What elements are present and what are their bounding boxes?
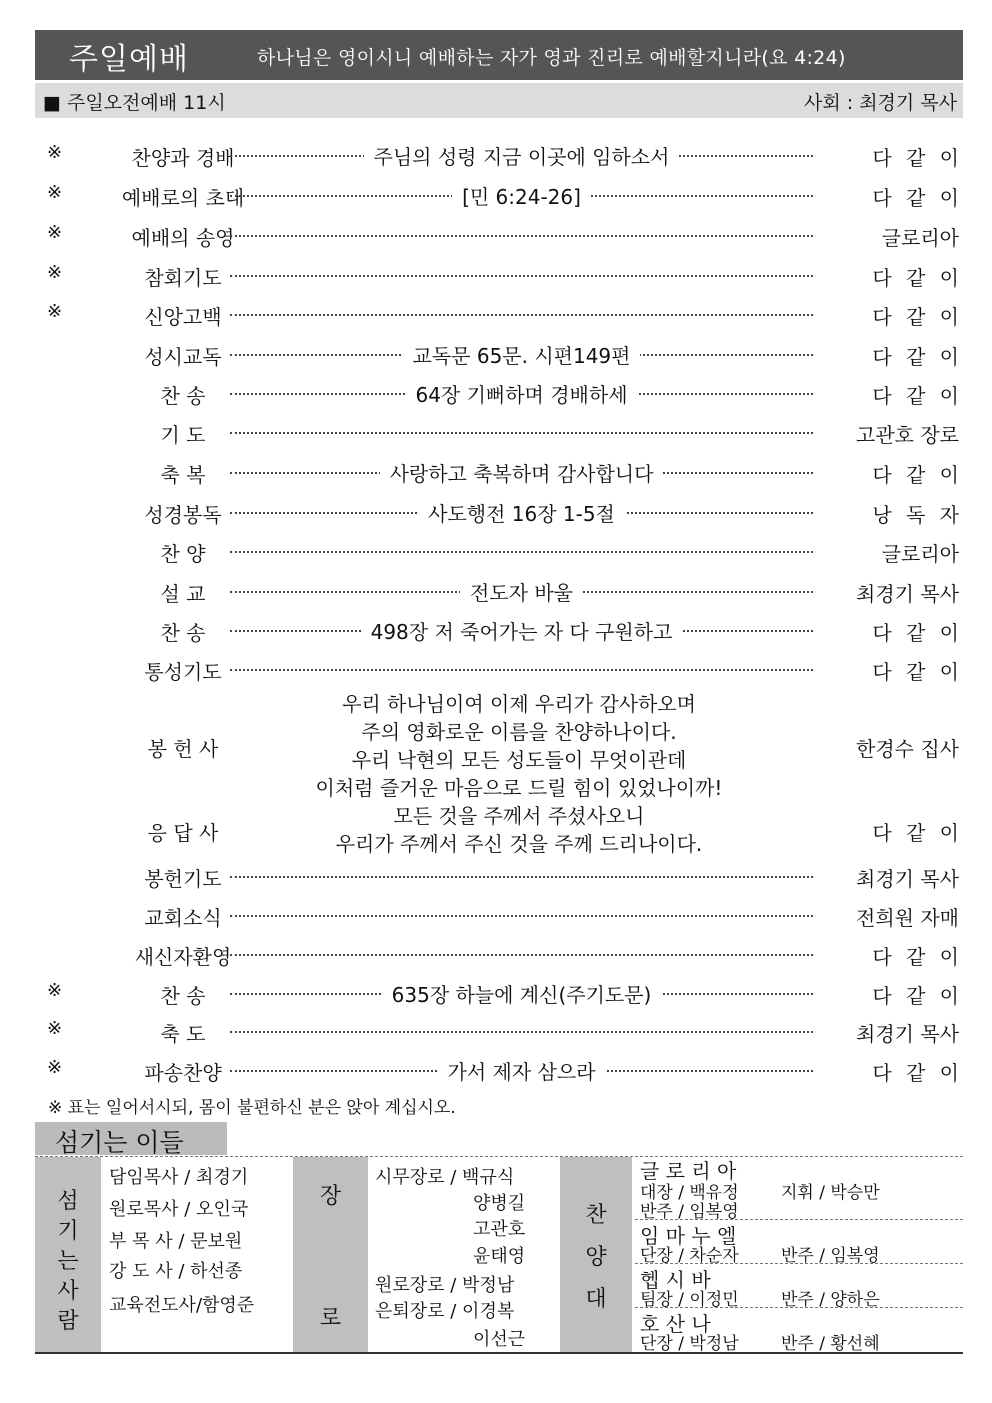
- order-row: [35, 898, 963, 932]
- order-row: [35, 1053, 963, 1087]
- order-row: [35, 652, 963, 686]
- dot-leader: [230, 915, 813, 917]
- dot-leader: [230, 876, 813, 878]
- order-name: 축 복: [160, 463, 206, 487]
- choir-name: 호 산 나: [640, 1312, 711, 1336]
- service-bar: [35, 83, 963, 118]
- choir-accompanist: 반주 / 임복영: [640, 1202, 739, 1222]
- dot-leader: [230, 314, 813, 316]
- order-who: 다 같 이: [872, 821, 963, 845]
- order-row: [35, 495, 963, 529]
- servers-title-box: [35, 1122, 227, 1155]
- choir-leader: 대장 / 백유정: [640, 1183, 739, 1203]
- choir-name: 글 로 리 아: [640, 1159, 737, 1183]
- order-who: 다 같 이: [872, 621, 963, 645]
- presider: 사회 : 최경기 목사: [804, 92, 957, 114]
- elder-item: 시무장로 / 백규식: [375, 1167, 515, 1188]
- servers-table: [35, 1156, 963, 1354]
- choir-conductor: 지휘 / 박승만: [781, 1183, 880, 1203]
- order-who: 다 같 이: [872, 463, 963, 487]
- order-name: 봉 헌 사: [147, 737, 219, 761]
- order-name: 교회소식: [144, 906, 222, 930]
- order-name: 기 도: [160, 423, 206, 447]
- order-name: 응 답 사: [147, 821, 219, 845]
- elders-label: 장: [319, 1184, 342, 1209]
- elders-label-col: [293, 1157, 368, 1352]
- standing-note: ※ 표는 일어서시되, 몸이 불편하신 분은 앉아 계십시오.: [48, 1098, 456, 1118]
- order-name: 예배의 송영: [131, 226, 235, 250]
- dot-leader: [230, 1031, 813, 1033]
- order-row: [35, 613, 963, 647]
- order-detail: 498장 저 죽어가는 자 다 구원하고: [361, 620, 683, 644]
- order-row: [35, 1014, 963, 1048]
- offering-row: [35, 729, 963, 763]
- order-row: [35, 455, 963, 489]
- order-name: 참회기도: [144, 266, 222, 290]
- order-name: 봉헌기도: [144, 867, 222, 891]
- order-who: 다 같 이: [872, 660, 963, 684]
- elder-item: 원로장로 / 박정남: [375, 1275, 515, 1296]
- order-detail: 교독문 65문. 시편149편: [403, 344, 641, 368]
- stand-mark: ※: [47, 222, 63, 243]
- choir-label-col: [560, 1157, 632, 1352]
- stand-mark: ※: [47, 980, 63, 1001]
- elder-item: 이선근: [473, 1329, 526, 1350]
- order-detail: 64장 기뻐하며 경배하세: [405, 383, 637, 407]
- order-row: [35, 534, 963, 568]
- stand-mark: ※: [47, 182, 63, 203]
- stand-mark: ※: [47, 1018, 63, 1039]
- order-row: [35, 415, 963, 449]
- order-row: [35, 937, 963, 971]
- choir-label-char: 대: [585, 1287, 607, 1312]
- servers-label-char: 기: [57, 1219, 79, 1244]
- pastor-item: 담임목사 / 최경기: [109, 1167, 249, 1188]
- choir-name: 임 마 누 엘: [640, 1224, 737, 1248]
- order-who: 한경수 집사: [856, 737, 959, 761]
- dot-leader: [230, 551, 813, 553]
- order-who: 최경기 목사: [856, 1022, 959, 1046]
- order-row: [35, 859, 963, 893]
- prayer-line: 주의 영화로운 이름을 찬양하나이다.: [361, 720, 677, 744]
- order-row: [35, 376, 963, 410]
- prayer-line: 모든 것을 주께서 주셨사오니: [393, 804, 645, 828]
- elders-label: 로: [319, 1306, 342, 1331]
- stand-mark: ※: [47, 262, 63, 283]
- prayer-line: 우리 낙현의 모든 성도들이 무엇이관데: [351, 748, 687, 772]
- dot-leader: [230, 954, 813, 956]
- order-who: 다 같 이: [872, 345, 963, 369]
- header-bar: [35, 30, 963, 80]
- order-who: 고관호 장로: [856, 423, 959, 447]
- order-who: 낭 독 자: [872, 503, 963, 527]
- order-who: 전희원 자매: [856, 906, 959, 930]
- order-detail: [민 6:24-26]: [452, 185, 591, 209]
- servers-label-char: 사: [57, 1279, 79, 1304]
- elder-item: 고관호: [473, 1219, 526, 1240]
- pastor-item: 원로목사 / 오인국: [109, 1199, 249, 1220]
- elder-item: 양병길: [473, 1193, 526, 1214]
- choir-accompanist: 반주 / 황선혜: [781, 1334, 880, 1354]
- pastor-item: 부 목 사 / 문보원: [109, 1231, 243, 1252]
- order-who: 최경기 목사: [856, 582, 959, 606]
- servers-title: 섬기는 이들: [55, 1128, 184, 1157]
- stand-mark: ※: [47, 142, 63, 163]
- servers-label: [35, 1187, 101, 1337]
- servers-label-char: 람: [57, 1309, 79, 1334]
- order-who: 다 같 이: [872, 146, 963, 170]
- choir-label: [560, 1195, 632, 1321]
- order-row: [35, 574, 963, 608]
- order-who: 다 같 이: [872, 984, 963, 1008]
- dot-leader: [230, 235, 813, 237]
- choir-name: 헵 시 바: [640, 1268, 711, 1292]
- prayer-line: 우리 하나님이여 이제 우리가 감사하오며: [342, 692, 696, 716]
- prayer-line: 우리가 주께서 주신 것을 주께 드리나이다.: [335, 832, 703, 856]
- order-name: 성시교독: [144, 345, 222, 369]
- order-row: [35, 218, 963, 252]
- choir-leader: 단장 / 박정남: [640, 1334, 739, 1354]
- order-row: [35, 337, 963, 371]
- order-name: 예배로의 초대: [121, 186, 245, 210]
- choir-label-char: 찬: [585, 1203, 607, 1228]
- order-who: 다 같 이: [872, 266, 963, 290]
- order-who: 다 같 이: [872, 945, 963, 969]
- order-detail: 가서 제자 삼으라: [438, 1060, 606, 1084]
- order-who: 다 같 이: [872, 1061, 963, 1085]
- order-row: [35, 138, 963, 172]
- order-who: 다 같 이: [872, 384, 963, 408]
- stand-mark: ※: [47, 1057, 63, 1078]
- order-detail: 사도행전 16장 1-5절: [418, 502, 625, 526]
- choir-label-char: 양: [585, 1245, 607, 1270]
- service-time: ■ 주일오전예배 11시: [43, 92, 226, 114]
- dot-leader: [230, 275, 813, 277]
- servers-label-char: 는: [57, 1249, 79, 1274]
- order-detail: 사랑하고 축복하며 감사합니다: [380, 462, 664, 486]
- order-name: 찬 양: [160, 542, 206, 566]
- prayer-line: 이처럼 즐거운 마음으로 드릴 힘이 있었나이까!: [315, 776, 723, 800]
- order-detail: 전도자 바울: [460, 581, 583, 605]
- order-detail: 주님의 성령 지금 이곳에 임하소서: [364, 145, 680, 169]
- order-name: 성경봉독: [144, 503, 222, 527]
- response-row: [35, 813, 963, 847]
- servers-label-col: [35, 1157, 101, 1352]
- pastor-item: 교육전도사/함영준: [109, 1295, 255, 1316]
- order-who: 다 같 이: [872, 186, 963, 210]
- page-title: 주일예배: [69, 42, 189, 77]
- order-name: 파송찬양: [144, 1061, 222, 1085]
- order-name: 찬양과 경배: [131, 146, 235, 170]
- order-row: [35, 178, 963, 212]
- bible-verse: 하나님은 영이시니 예배하는 자가 영과 진리로 예배할지니라(요 4:24): [257, 47, 846, 69]
- elder-item: 윤태영: [473, 1246, 526, 1267]
- order-row: [35, 297, 963, 331]
- order-name: 새신자환영: [134, 945, 232, 969]
- order-name: 찬 송: [160, 984, 206, 1008]
- order-who: 다 같 이: [872, 305, 963, 329]
- choir-accompanist: 반주 / 양하은: [781, 1290, 880, 1310]
- order-who: 최경기 목사: [856, 867, 959, 891]
- order-name: 축 도: [160, 1022, 206, 1046]
- elder-item: 은퇴장로 / 이경복: [375, 1301, 515, 1322]
- order-name: 설 교: [160, 582, 206, 606]
- order-who: 글로리아: [881, 226, 959, 250]
- order-who: 글로리아: [881, 542, 959, 566]
- stand-mark: ※: [47, 301, 63, 322]
- order-row: [35, 258, 963, 292]
- dot-leader: [230, 669, 813, 671]
- order-name: 통성기도: [144, 660, 222, 684]
- order-detail: 635장 하늘에 계신(주기도문): [382, 983, 662, 1007]
- order-name: 찬 송: [160, 384, 206, 408]
- servers-label-char: 섬: [57, 1189, 79, 1214]
- pastor-item: 강 도 사 / 하선종: [109, 1261, 243, 1282]
- order-row: [35, 976, 963, 1010]
- choir-accompanist: 반주 / 임복영: [781, 1246, 880, 1266]
- choir-leader: 단장 / 차순자: [640, 1246, 739, 1266]
- order-name: 신앙고백: [144, 305, 222, 329]
- dot-leader: [230, 432, 813, 434]
- choir-leader: 팀장 / 이정민: [640, 1290, 739, 1310]
- order-name: 찬 송: [160, 621, 206, 645]
